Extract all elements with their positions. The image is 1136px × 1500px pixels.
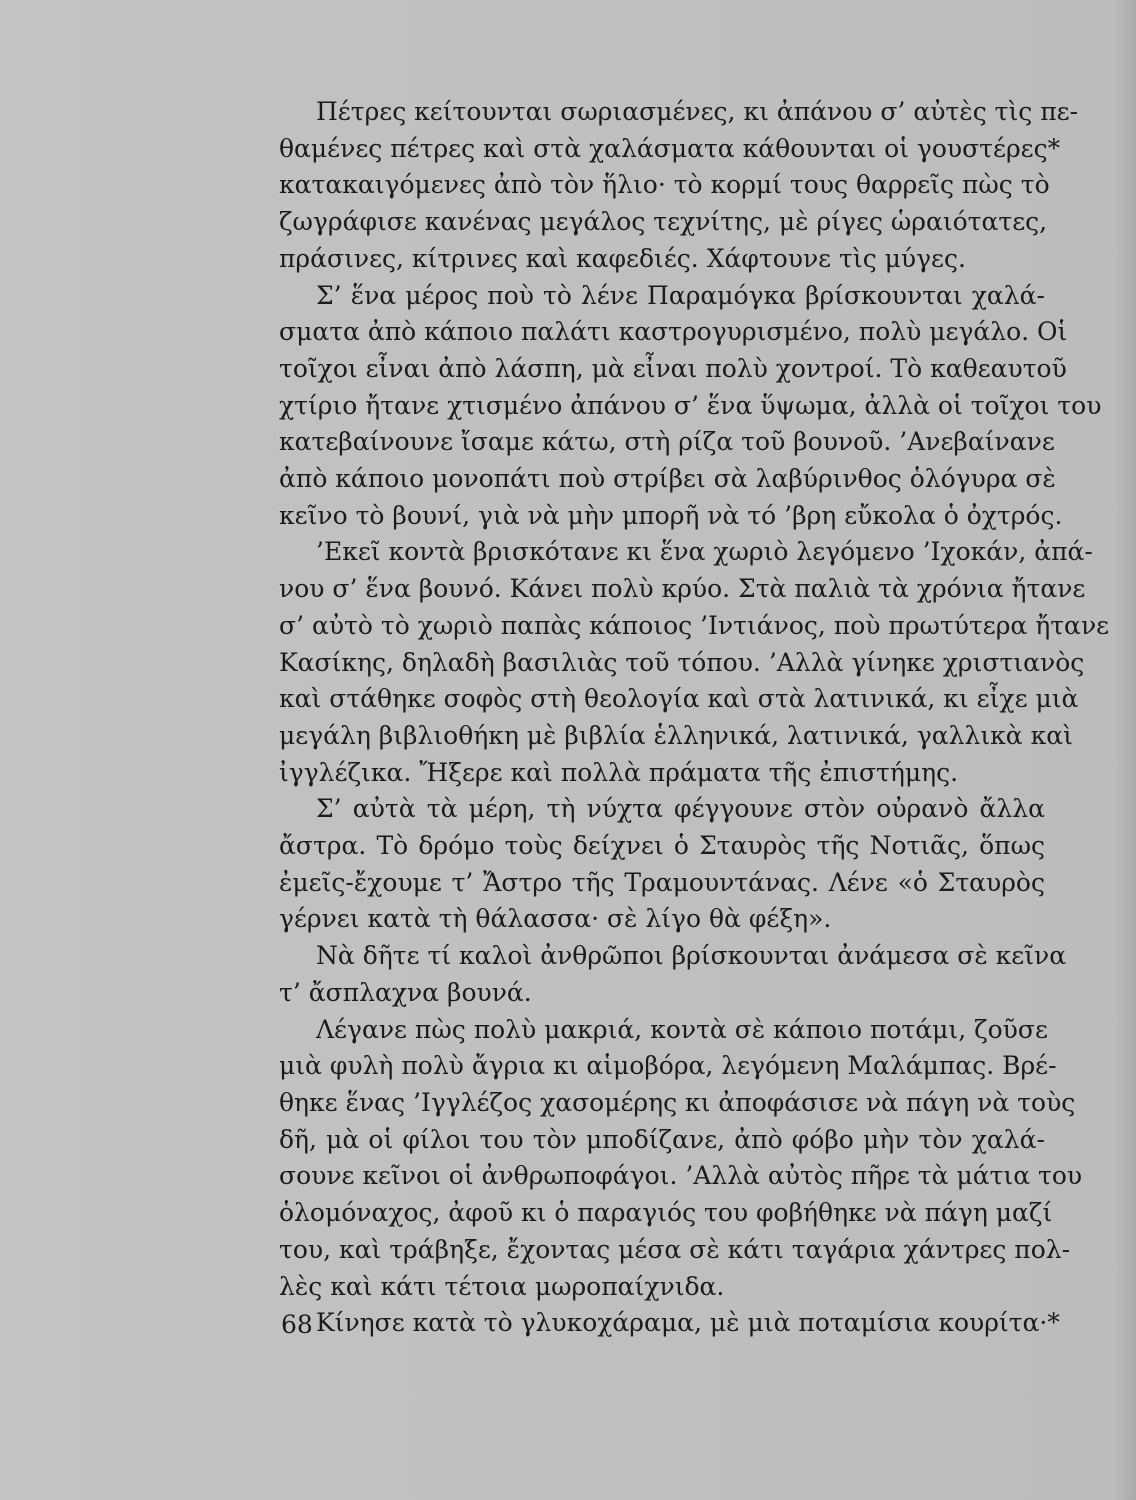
- text-line: Λέγανε πὼς πολὺ μακριά, κοντὰ σὲ κάποιο ποτάμι, ζοῦσε: [316, 1014, 1048, 1044]
- body-text: [279, 94, 1110, 1342]
- text-line: ὁλομόναχος, ἀφοῦ κι ὁ παραγιός του φοβήθηκε νὰ πάγη μαζί: [279, 1198, 1053, 1228]
- text-line: νου σ’ ἕνα βουνό. Κάνει πολὺ κρύο. Στὰ παλιὰ τὰ χρόνια ἤτανε: [279, 574, 1086, 604]
- text-line: του, καὶ τράβηξε, ἔχοντας μέσα σὲ κάτι ταγάρια χάντρες πολ-: [279, 1234, 1071, 1264]
- text-line: κατεβαίνουνε ἴσαμε κάτω, στὴ ρίζα τοῦ βουνοῦ. ’Ανεβαίνανε: [279, 427, 1055, 457]
- text-line: Νὰ δῆτε τί καλοὶ ἀνθρῶποι βρίσκουνται ἀνάμεσα σὲ κεῖνα: [316, 941, 1067, 971]
- text-line: τ’ ἄσπλαχνα βουνά.: [279, 977, 532, 1007]
- page-number: 68: [281, 1310, 313, 1339]
- text-line: Σ’ αὐτὰ τὰ μέρη, τὴ νύχτα φέγγουνε στὸν οὐρανὸ ἄλλα: [316, 794, 1045, 824]
- text-line: Πέτρες κείτουνται σωριασμένες, κι ἀπάνου σ’ αὐτὲς τὶς πε-: [316, 97, 1079, 126]
- text-line: θαμένες πέτρες καὶ στὰ χαλάσματα κάθουνται οἱ γουστέρες*: [279, 133, 1061, 163]
- paragraph: [279, 938, 1067, 1011]
- text-line: ἄστρα. Τὸ δρόμο τοὺς δείχνει ὁ Σταυρὸς τῆς Νοτιᾶς, ὅπως: [279, 831, 1045, 861]
- text-line: σουνε κεῖνοι οἱ ἀνθρωποφάγοι. ’Αλλὰ αὐτὸς πῆρε τὰ μάτια του: [279, 1161, 1083, 1191]
- paragraph: [279, 1012, 1083, 1306]
- paragraph: [279, 1305, 1060, 1342]
- text-line: λὲς καὶ κάτι τέτοια μωροπαίχνιδα.: [279, 1271, 725, 1301]
- text-line: ἰγγλέζικα. Ἤξερε καὶ πολλὰ πράματα τῆς ἐπιστήμης.: [279, 757, 959, 787]
- paragraph: [279, 534, 1110, 791]
- text-line: σ’ αὐτὸ τὸ χωριὸ παπὰς κάποιος ’Ιντιάνος, ποὺ πρωτύτερα ἤτανε: [279, 610, 1110, 640]
- text-line: ’Εκεῖ κοντὰ βρισκότανε κι ἕνα χωριὸ λεγόμενο ’Ιχοκάν, ἀπά-: [316, 537, 1093, 567]
- text-line: γέρνει κατὰ τὴ θάλασσα· σὲ λίγο θὰ φέξη».: [279, 904, 832, 934]
- text-line: χτίριο ἤτανε χτισμένο ἀπάνου σ’ ἕνα ὕψωμα, ἀλλὰ οἱ τοῖχοι του: [279, 390, 1102, 420]
- text-line: τοῖχοι εἶναι ἀπὸ λάσπη, μὰ εἶναι πολὺ χοντροί. Τὸ καθεαυτοῦ: [279, 353, 1067, 383]
- text-line: ζωγράφισε κανένας μεγάλος τεχνίτης, μὲ ρίγες ὡραιότατες,: [279, 207, 1048, 237]
- text-line: σματα ἀπὸ κάποιο παλάτι καστρογυρισμένο, πολὺ μεγάλο. Οἱ: [279, 317, 1068, 347]
- page-edge-shadow: [1114, 0, 1136, 1500]
- text-line: μιὰ φυλὴ πολὺ ἄγρια κι αἱμοβόρα, λεγόμενη Μαλάμπας. Βρέ-: [279, 1051, 1057, 1081]
- paragraph: [279, 94, 1079, 278]
- text-line: δῆ, μὰ οἱ φίλοι του τὸν μποδίζανε, ἀπὸ φόβο μὴν τὸν χαλά-: [279, 1124, 1045, 1154]
- text-line: Κίνησε κατὰ τὸ γλυκοχάραμα, μὲ μιὰ ποταμίσια κουρίτα·*: [316, 1308, 1060, 1338]
- text-line: ἀπὸ κάποιο μονοπάτι ποὺ στρίβει σὰ λαβύρινθος ὁλόγυρα σὲ: [279, 464, 1056, 494]
- text-line: Σ’ ἕνα μέρος ποὺ τὸ λένε Παραμόγκα βρίσκουνται χαλά-: [316, 280, 1045, 310]
- text-line: κατακαιγόμενες ἀπὸ τὸν ἥλιο· τὸ κορμί τους θαρρεῖς πὼς τὸ: [279, 170, 1050, 200]
- text-line: καὶ στάθηκε σοφὸς στὴ θεολογία καὶ στὰ λατινικά, κι εἶχε μιὰ: [279, 684, 1079, 714]
- text-line: μεγάλη βιβλιοθήκη μὲ βιβλία ἑλληνικά, λατινικά, γαλλικὰ καὶ: [279, 720, 1073, 750]
- paragraph: [279, 791, 1045, 938]
- text-line: Κασίκης, δηλαδὴ βασιλιὰς τοῦ τόπου. ’Αλλὰ γίνηκε χριστιανὸς: [279, 647, 1085, 677]
- text-line: θηκε ἕνας ’Ιγγλέζος χασομέρης κι ἀποφάσισε νὰ πάγη νὰ τοὺς: [279, 1087, 1076, 1117]
- text-line: κεῖνο τὸ βουνί, γιὰ νὰ μὴν μπορῆ νὰ τό ’βρη εὔκολα ὁ ὀχτρός.: [279, 500, 1063, 530]
- text-line: ἐμεῖς-ἔχουμε τ’ Ἄστρο τῆς Τραμουντάνας. Λένε «ὁ Σταυρὸς: [279, 867, 1045, 897]
- text-line: πράσινες, κίτρινες καὶ καφεδιές. Χάφτουνε τὶς μύγες.: [279, 243, 966, 273]
- paragraph: [279, 278, 1102, 535]
